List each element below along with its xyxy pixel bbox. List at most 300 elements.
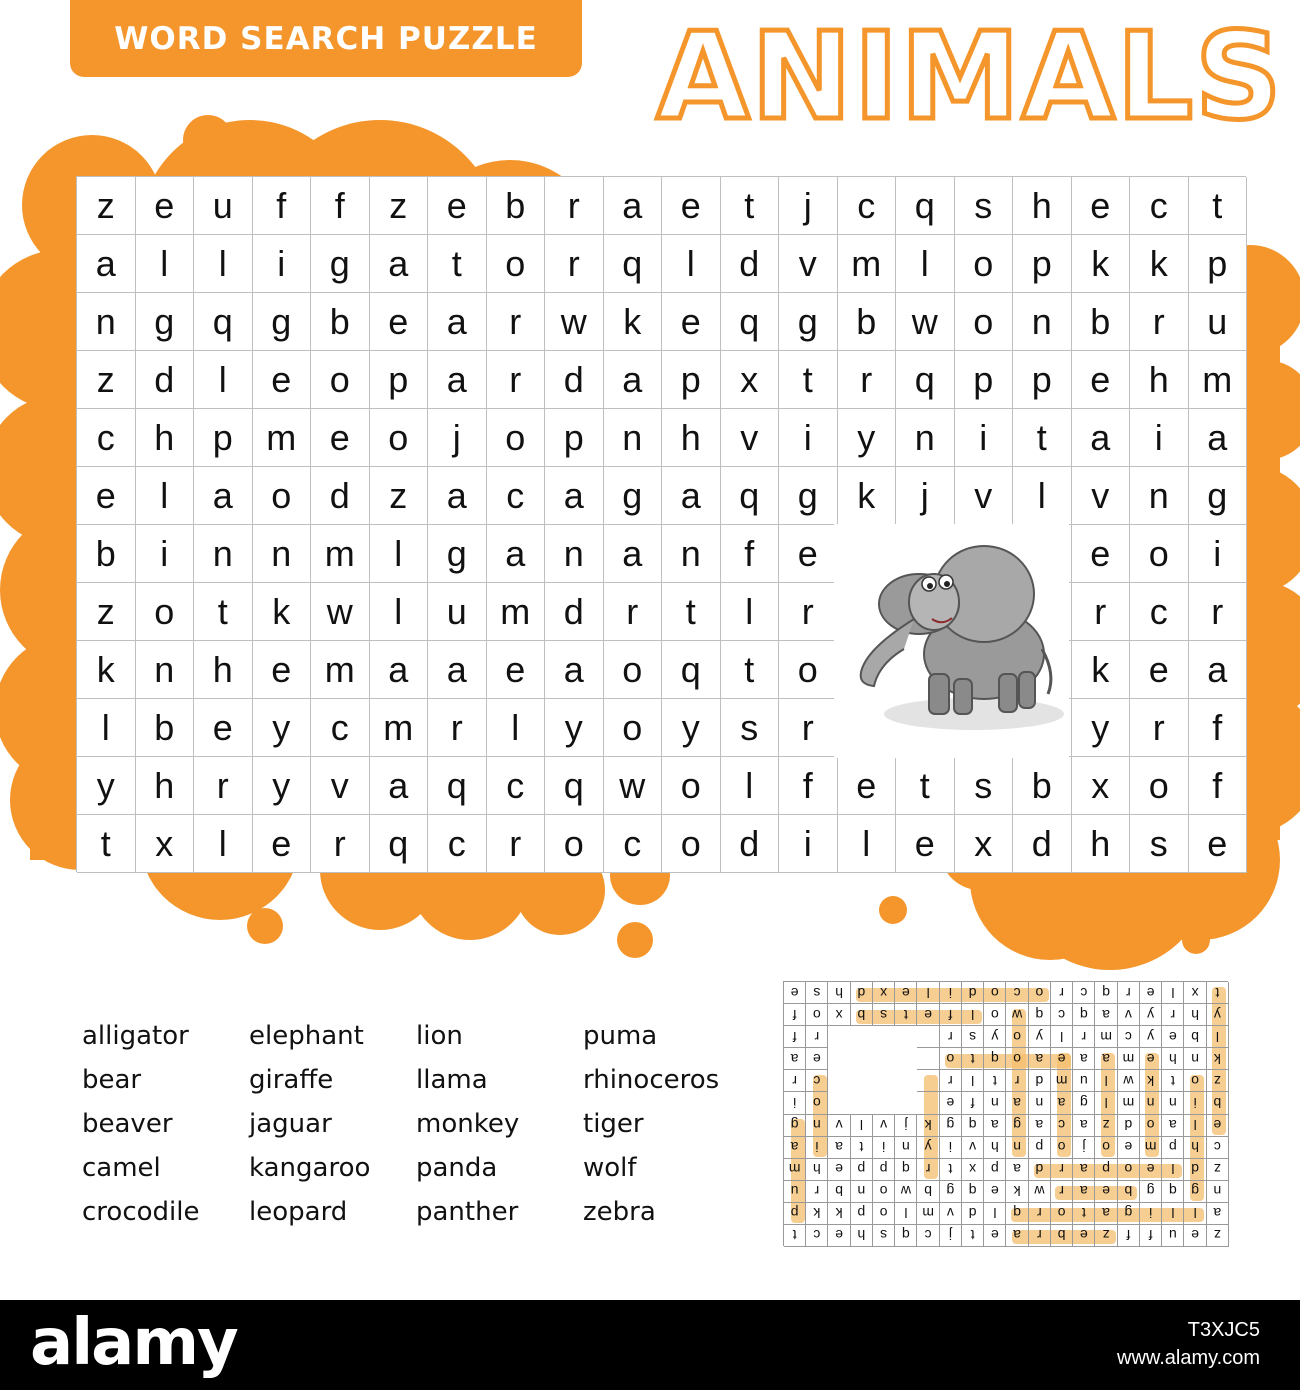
grid-letter-cell[interactable]: m (311, 641, 370, 699)
grid-letter-cell[interactable]: a (487, 525, 546, 583)
word-list-item: jaguar (249, 1109, 332, 1139)
answer-letter-cell: p (1095, 1158, 1117, 1180)
answer-letter-cell: f (783, 1003, 805, 1025)
grid-letter-cell[interactable]: z (77, 177, 136, 235)
grid-letter-cell[interactable]: i (779, 409, 838, 467)
grid-letter-cell[interactable]: m (838, 235, 897, 293)
grid-letter-cell[interactable]: n (604, 409, 663, 467)
answer-letter-cell: a (1072, 1114, 1094, 1136)
answer-letter-cell: v (1117, 1003, 1139, 1025)
grid-letter-cell[interactable]: e (311, 409, 370, 467)
grid-letter-cell[interactable]: j (428, 409, 487, 467)
grid-letter-cell[interactable]: l (1013, 467, 1072, 525)
grid-letter-cell[interactable]: b (311, 293, 370, 351)
grid-letter-cell[interactable]: y (662, 699, 721, 757)
grid-letter-cell[interactable]: g (1189, 467, 1248, 525)
grid-letter-cell[interactable]: k (604, 293, 663, 351)
grid-letter-cell[interactable]: b (1072, 293, 1131, 351)
grid-letter-cell[interactable]: q (428, 757, 487, 815)
grid-letter-cell[interactable]: y (1072, 699, 1131, 757)
grid-letter-cell[interactable]: t (428, 235, 487, 293)
grid-letter-cell[interactable]: r (487, 815, 546, 873)
grid-letter-cell[interactable]: a (604, 177, 663, 235)
footer-image-info (1117, 1316, 1260, 1372)
grid-letter-cell[interactable]: p (194, 409, 253, 467)
grid-letter-cell[interactable]: z (370, 177, 429, 235)
grid-letter-cell[interactable]: d (721, 815, 780, 873)
grid-letter-cell[interactable]: i (136, 525, 195, 583)
answer-key-grid (784, 982, 1229, 1247)
grid-letter-cell[interactable]: n (253, 525, 312, 583)
grid-letter-cell[interactable]: l (194, 351, 253, 409)
grid-letter-cell[interactable]: f (721, 525, 780, 583)
grid-letter-cell[interactable]: b (487, 177, 546, 235)
answer-letter-cell: a (828, 1136, 850, 1158)
grid-letter-cell[interactable]: p (370, 351, 429, 409)
answer-letter-cell: e (1117, 1136, 1139, 1158)
answer-letter-cell: s (805, 981, 827, 1003)
grid-letter-cell[interactable]: a (604, 525, 663, 583)
grid-letter-cell[interactable]: d (545, 583, 604, 641)
grid-letter-cell[interactable]: b (1013, 757, 1072, 815)
grid-letter-cell[interactable]: l (487, 699, 546, 757)
answer-letter-cell: c (1117, 1025, 1139, 1047)
grid-letter-cell[interactable]: z (77, 351, 136, 409)
answer-letter-cell: m (1117, 1047, 1139, 1069)
grid-letter-cell[interactable]: a (428, 467, 487, 525)
grid-letter-cell[interactable]: w (311, 583, 370, 641)
grid-letter-cell[interactable]: r (545, 235, 604, 293)
answer-letter-cell: u (783, 1180, 805, 1202)
grid-letter-cell[interactable]: q (662, 641, 721, 699)
grid-letter-cell[interactable]: p (1013, 351, 1072, 409)
word-list-item: wolf (583, 1153, 637, 1183)
answer-letter-cell: q (961, 1114, 983, 1136)
grid-letter-cell[interactable]: l (370, 583, 429, 641)
grid-letter-cell[interactable]: i (1189, 525, 1248, 583)
grid-letter-cell[interactable]: e (779, 525, 838, 583)
grid-letter-cell[interactable]: i (1130, 409, 1189, 467)
grid-letter-cell[interactable]: p (545, 409, 604, 467)
grid-letter-cell[interactable]: l (136, 467, 195, 525)
grid-letter-cell[interactable]: a (428, 351, 487, 409)
grid-letter-cell[interactable]: l (77, 699, 136, 757)
grid-letter-cell[interactable]: v (1072, 467, 1131, 525)
answer-letter-cell: o (1050, 1202, 1072, 1224)
grid-letter-cell[interactable]: c (77, 409, 136, 467)
grid-letter-cell[interactable]: o (955, 293, 1014, 351)
answer-letter-cell (917, 1047, 939, 1069)
grid-letter-cell[interactable]: e (896, 815, 955, 873)
grid-letter-cell[interactable]: a (545, 467, 604, 525)
grid-letter-cell[interactable]: c (428, 815, 487, 873)
grid-letter-cell[interactable]: g (604, 467, 663, 525)
grid-letter-cell[interactable]: e (253, 815, 312, 873)
grid-letter-cell[interactable]: m (1189, 351, 1248, 409)
grid-letter-cell[interactable]: q (896, 351, 955, 409)
grid-letter-cell[interactable]: q (604, 235, 663, 293)
grid-letter-cell[interactable]: e (1072, 351, 1131, 409)
grid-letter-cell[interactable]: j (896, 467, 955, 525)
grid-letter-cell[interactable]: k (1072, 235, 1131, 293)
grid-letter-cell[interactable]: e (838, 757, 897, 815)
grid-letter-cell[interactable]: e (253, 641, 312, 699)
elephant-icon (834, 524, 1069, 758)
grid-letter-cell[interactable]: f (1189, 699, 1248, 757)
grid-letter-cell[interactable]: p (1189, 235, 1248, 293)
grid-letter-cell[interactable]: o (955, 235, 1014, 293)
grid-letter-cell[interactable]: x (955, 815, 1014, 873)
grid-letter-cell[interactable]: e (662, 177, 721, 235)
answer-letter-cell: n (894, 1136, 916, 1158)
grid-letter-cell[interactable]: s (721, 699, 780, 757)
answer-letter-cell: j (1072, 1136, 1094, 1158)
grid-letter-cell[interactable]: a (545, 641, 604, 699)
grid-letter-cell[interactable]: e (77, 467, 136, 525)
grid-letter-cell[interactable]: t (194, 583, 253, 641)
answer-letter-cell: e (1161, 1025, 1183, 1047)
grid-letter-cell[interactable]: r (1130, 699, 1189, 757)
grid-letter-cell[interactable]: k (1130, 235, 1189, 293)
grid-letter-cell[interactable]: e (1072, 525, 1131, 583)
grid-letter-cell[interactable]: v (311, 757, 370, 815)
answer-letter-cell: l (894, 1202, 916, 1224)
answer-letter-cell: f (783, 1025, 805, 1047)
grid-letter-cell[interactable]: o (545, 815, 604, 873)
grid-letter-cell[interactable]: o (604, 699, 663, 757)
grid-letter-cell[interactable]: o (604, 641, 663, 699)
grid-letter-cell[interactable]: l (721, 583, 780, 641)
answer-letter-cell: b (917, 1180, 939, 1202)
grid-letter-cell[interactable]: k (838, 467, 897, 525)
grid-letter-cell[interactable]: n (896, 409, 955, 467)
grid-letter-cell[interactable]: l (896, 235, 955, 293)
answer-letter-cell: r (805, 1025, 827, 1047)
answer-letter-cell: a (1072, 1158, 1094, 1180)
answer-letter-cell: c (1072, 981, 1094, 1003)
grid-letter-cell[interactable]: x (136, 815, 195, 873)
grid-letter-cell[interactable]: o (662, 757, 721, 815)
grid-letter-cell[interactable]: d (545, 351, 604, 409)
grid-letter-cell[interactable]: f (1189, 757, 1248, 815)
grid-letter-cell[interactable]: p (955, 351, 1014, 409)
grid-letter-cell[interactable]: y (253, 699, 312, 757)
grid-letter-cell[interactable]: i (253, 235, 312, 293)
grid-letter-cell[interactable]: a (194, 467, 253, 525)
answer-letter-cell: v (961, 1136, 983, 1158)
grid-letter-cell[interactable]: m (370, 699, 429, 757)
grid-letter-cell[interactable]: q (721, 293, 780, 351)
grid-letter-cell[interactable]: w (896, 293, 955, 351)
grid-letter-cell[interactable]: t (1013, 409, 1072, 467)
word-list (82, 1014, 750, 1234)
grid-letter-cell[interactable]: y (253, 757, 312, 815)
grid-letter-cell[interactable]: n (662, 525, 721, 583)
word-list-item: crocodile (82, 1197, 200, 1227)
grid-letter-cell[interactable]: k (77, 641, 136, 699)
grid-letter-cell[interactable]: h (194, 641, 253, 699)
answer-letter-cell: k (1006, 1180, 1028, 1202)
grid-letter-cell[interactable]: t (662, 583, 721, 641)
grid-letter-cell[interactable]: o (487, 409, 546, 467)
answer-letter-cell: d (1028, 1069, 1050, 1091)
answer-letter-cell: e (1206, 1114, 1228, 1136)
grid-letter-cell[interactable]: y (77, 757, 136, 815)
grid-letter-cell[interactable]: n (194, 525, 253, 583)
answer-letter-cell: l (961, 1069, 983, 1091)
grid-letter-cell[interactable]: k (253, 583, 312, 641)
grid-letter-cell[interactable]: f (253, 177, 312, 235)
grid-letter-cell[interactable]: b (838, 293, 897, 351)
answer-letter-cell: q (894, 1158, 916, 1180)
grid-letter-cell[interactable]: a (370, 641, 429, 699)
grid-letter-cell[interactable]: r (545, 177, 604, 235)
answer-letter-cell: l (961, 1003, 983, 1025)
answer-letter-cell: a (1072, 1047, 1094, 1069)
answer-letter-cell: i (872, 1136, 894, 1158)
grid-letter-cell[interactable]: l (194, 235, 253, 293)
grid-letter-cell[interactable]: r (311, 815, 370, 873)
grid-letter-cell[interactable]: v (779, 235, 838, 293)
grid-letter-cell[interactable]: a (370, 757, 429, 815)
grid-letter-cell[interactable]: e (662, 293, 721, 351)
grid-letter-cell[interactable]: h (136, 409, 195, 467)
grid-letter-cell[interactable]: c (1130, 177, 1189, 235)
grid-letter-cell[interactable]: l (370, 525, 429, 583)
grid-letter-cell[interactable]: f (311, 177, 370, 235)
grid-letter-cell[interactable]: o (1130, 757, 1189, 815)
grid-letter-cell[interactable]: a (370, 235, 429, 293)
answer-letter-cell: h (1184, 1003, 1206, 1025)
answer-letter-cell: h (1161, 1047, 1183, 1069)
answer-letter-cell: o (872, 1180, 894, 1202)
grid-letter-cell[interactable]: r (1072, 583, 1131, 641)
answer-letter-cell: d (1028, 1158, 1050, 1180)
answer-letter-cell: a (1095, 1003, 1117, 1025)
answer-letter-cell: s (872, 1224, 894, 1246)
grid-letter-cell[interactable]: u (1189, 293, 1248, 351)
answer-letter-cell: k (1206, 1047, 1228, 1069)
grid-letter-cell[interactable]: r (1130, 293, 1189, 351)
grid-letter-cell[interactable]: o (779, 641, 838, 699)
grid-letter-cell[interactable]: u (194, 177, 253, 235)
answer-letter-cell: h (983, 1136, 1005, 1158)
grid-letter-cell[interactable]: q (194, 293, 253, 351)
grid-letter-cell[interactable]: v (955, 467, 1014, 525)
grid-letter-cell[interactable]: r (838, 351, 897, 409)
grid-letter-cell[interactable]: a (428, 641, 487, 699)
answer-letter-cell: h (850, 1224, 872, 1246)
grid-letter-cell[interactable]: w (604, 757, 663, 815)
grid-letter-cell[interactable]: t (1189, 177, 1248, 235)
grid-letter-cell[interactable]: g (428, 525, 487, 583)
grid-letter-cell[interactable]: z (370, 467, 429, 525)
grid-letter-cell[interactable]: f (779, 757, 838, 815)
grid-letter-cell[interactable]: t (896, 757, 955, 815)
grid-letter-cell[interactable]: d (136, 351, 195, 409)
grid-letter-cell[interactable]: e (136, 177, 195, 235)
word-list-item: puma (583, 1021, 658, 1051)
grid-letter-cell[interactable]: s (1130, 815, 1189, 873)
grid-letter-cell[interactable]: g (253, 293, 312, 351)
answer-letter-cell: c (1206, 1136, 1228, 1158)
grid-letter-cell[interactable]: t (721, 177, 780, 235)
grid-letter-cell[interactable]: o (487, 235, 546, 293)
grid-letter-cell[interactable]: v (721, 409, 780, 467)
grid-letter-cell[interactable]: n (1130, 467, 1189, 525)
grid-letter-cell[interactable]: r (194, 757, 253, 815)
answer-letter-cell: n (1161, 1091, 1183, 1113)
grid-letter-cell[interactable]: c (487, 467, 546, 525)
grid-letter-cell[interactable]: r (428, 699, 487, 757)
grid-letter-cell[interactable]: o (1130, 525, 1189, 583)
grid-letter-cell[interactable]: z (77, 583, 136, 641)
grid-letter-cell[interactable]: n (136, 641, 195, 699)
grid-letter-cell[interactable]: c (311, 699, 370, 757)
grid-letter-cell[interactable]: a (77, 235, 136, 293)
grid-letter-cell[interactable]: e (428, 177, 487, 235)
grid-letter-cell[interactable]: q (545, 757, 604, 815)
grid-letter-cell[interactable]: o (311, 351, 370, 409)
answer-letter-cell: q (983, 1047, 1005, 1069)
grid-letter-cell[interactable]: d (311, 467, 370, 525)
grid-letter-cell[interactable]: r (487, 351, 546, 409)
answer-letter-cell: q (1028, 1003, 1050, 1025)
grid-letter-cell[interactable]: e (1130, 641, 1189, 699)
answer-letter-cell: m (1050, 1069, 1072, 1091)
grid-letter-cell[interactable]: h (136, 757, 195, 815)
grid-letter-cell[interactable]: i (955, 409, 1014, 467)
answer-letter-cell: o (805, 1003, 827, 1025)
grid-letter-cell[interactable]: o (662, 815, 721, 873)
answer-letter-cell (917, 1069, 939, 1091)
grid-letter-cell[interactable]: a (662, 467, 721, 525)
grid-letter-cell[interactable]: x (721, 351, 780, 409)
grid-letter-cell[interactable]: o (370, 409, 429, 467)
grid-letter-cell[interactable]: g (311, 235, 370, 293)
grid-letter-cell[interactable]: c (604, 815, 663, 873)
answer-letter-cell: l (1184, 1114, 1206, 1136)
answer-letter-cell: e (1139, 1047, 1161, 1069)
grid-letter-cell[interactable]: a (1189, 641, 1248, 699)
grid-letter-cell[interactable]: h (662, 409, 721, 467)
answer-letter-cell: r (1028, 1202, 1050, 1224)
grid-letter-cell[interactable]: l (194, 815, 253, 873)
grid-letter-cell[interactable]: m (253, 409, 312, 467)
grid-letter-cell[interactable]: s (955, 177, 1014, 235)
grid-letter-cell[interactable]: r (779, 699, 838, 757)
answer-letter-cell: z (1095, 1224, 1117, 1246)
grid-letter-cell[interactable]: m (311, 525, 370, 583)
grid-letter-cell[interactable]: y (838, 409, 897, 467)
grid-letter-cell[interactable]: c (1130, 583, 1189, 641)
grid-letter-cell[interactable]: d (1013, 815, 1072, 873)
grid-letter-cell[interactable]: o (136, 583, 195, 641)
grid-letter-cell[interactable]: e (253, 351, 312, 409)
answer-letter-cell: e (1072, 1224, 1094, 1246)
answer-letter-cell: u (1072, 1069, 1094, 1091)
grid-letter-cell[interactable]: p (1013, 235, 1072, 293)
word-list-item: monkey (416, 1109, 520, 1139)
answer-letter-cell: o (1050, 1136, 1072, 1158)
grid-letter-cell[interactable]: n (545, 525, 604, 583)
grid-letter-cell[interactable]: u (428, 583, 487, 641)
grid-letter-cell[interactable]: r (1189, 583, 1248, 641)
grid-letter-cell[interactable]: g (779, 293, 838, 351)
answer-letter-cell: o (1006, 1047, 1028, 1069)
grid-letter-cell[interactable]: t (77, 815, 136, 873)
grid-letter-cell[interactable]: c (487, 757, 546, 815)
grid-letter-cell[interactable]: g (779, 467, 838, 525)
answer-letter-cell: m (1117, 1091, 1139, 1113)
grid-letter-cell[interactable]: e (1072, 177, 1131, 235)
grid-letter-cell[interactable]: y (545, 699, 604, 757)
answer-letter-cell: r (783, 1069, 805, 1091)
grid-letter-cell[interactable]: l (662, 235, 721, 293)
grid-letter-cell[interactable]: r (487, 293, 546, 351)
grid-letter-cell[interactable]: i (779, 815, 838, 873)
grid-letter-cell[interactable]: a (1072, 409, 1131, 467)
grid-letter-cell[interactable]: e (487, 641, 546, 699)
grid-letter-cell[interactable]: k (1072, 641, 1131, 699)
grid-letter-cell[interactable]: q (721, 467, 780, 525)
grid-letter-cell[interactable]: h (1072, 815, 1131, 873)
grid-letter-cell[interactable]: e (370, 293, 429, 351)
answer-letter-cell: q (1006, 1202, 1028, 1224)
grid-letter-cell[interactable]: h (1013, 177, 1072, 235)
grid-letter-cell[interactable]: l (721, 757, 780, 815)
grid-letter-cell[interactable]: e (1189, 815, 1248, 873)
grid-letter-cell[interactable]: a (428, 293, 487, 351)
answer-letter-cell: y (983, 1025, 1005, 1047)
grid-letter-cell[interactable]: a (604, 351, 663, 409)
answer-letter-cell: p (872, 1158, 894, 1180)
grid-letter-cell[interactable]: x (1072, 757, 1131, 815)
grid-letter-cell[interactable]: e (194, 699, 253, 757)
grid-letter-cell[interactable]: a (1189, 409, 1248, 467)
grid-letter-cell[interactable]: r (779, 583, 838, 641)
grid-letter-cell[interactable]: l (136, 235, 195, 293)
grid-letter-cell[interactable]: t (721, 641, 780, 699)
grid-letter-cell[interactable]: q (896, 177, 955, 235)
grid-letter-cell[interactable]: m (487, 583, 546, 641)
grid-letter-cell[interactable]: q (370, 815, 429, 873)
grid-letter-cell[interactable]: d (721, 235, 780, 293)
answer-letter-cell: i (783, 1091, 805, 1113)
grid-letter-cell[interactable]: w (545, 293, 604, 351)
grid-letter-cell[interactable]: o (253, 467, 312, 525)
word-list-item: beaver (82, 1109, 173, 1139)
answer-letter-cell: c (805, 1224, 827, 1246)
grid-letter-cell[interactable]: g (136, 293, 195, 351)
grid-letter-cell[interactable]: b (77, 525, 136, 583)
grid-letter-cell[interactable]: n (1013, 293, 1072, 351)
grid-letter-cell[interactable]: t (779, 351, 838, 409)
grid-letter-cell[interactable]: n (77, 293, 136, 351)
grid-letter-cell[interactable]: c (838, 177, 897, 235)
grid-letter-cell[interactable]: l (838, 815, 897, 873)
answer-letter-cell: p (783, 1202, 805, 1224)
word-list-item: rhinoceros (583, 1065, 720, 1095)
grid-letter-cell[interactable]: j (779, 177, 838, 235)
grid-letter-cell[interactable]: p (662, 351, 721, 409)
grid-letter-cell[interactable]: r (604, 583, 663, 641)
grid-letter-cell[interactable]: s (955, 757, 1014, 815)
answer-key-letters (784, 982, 1229, 1247)
answer-letter-cell: z (1095, 1114, 1117, 1136)
grid-letter-cell[interactable]: b (136, 699, 195, 757)
grid-letter-cell[interactable]: h (1130, 351, 1189, 409)
